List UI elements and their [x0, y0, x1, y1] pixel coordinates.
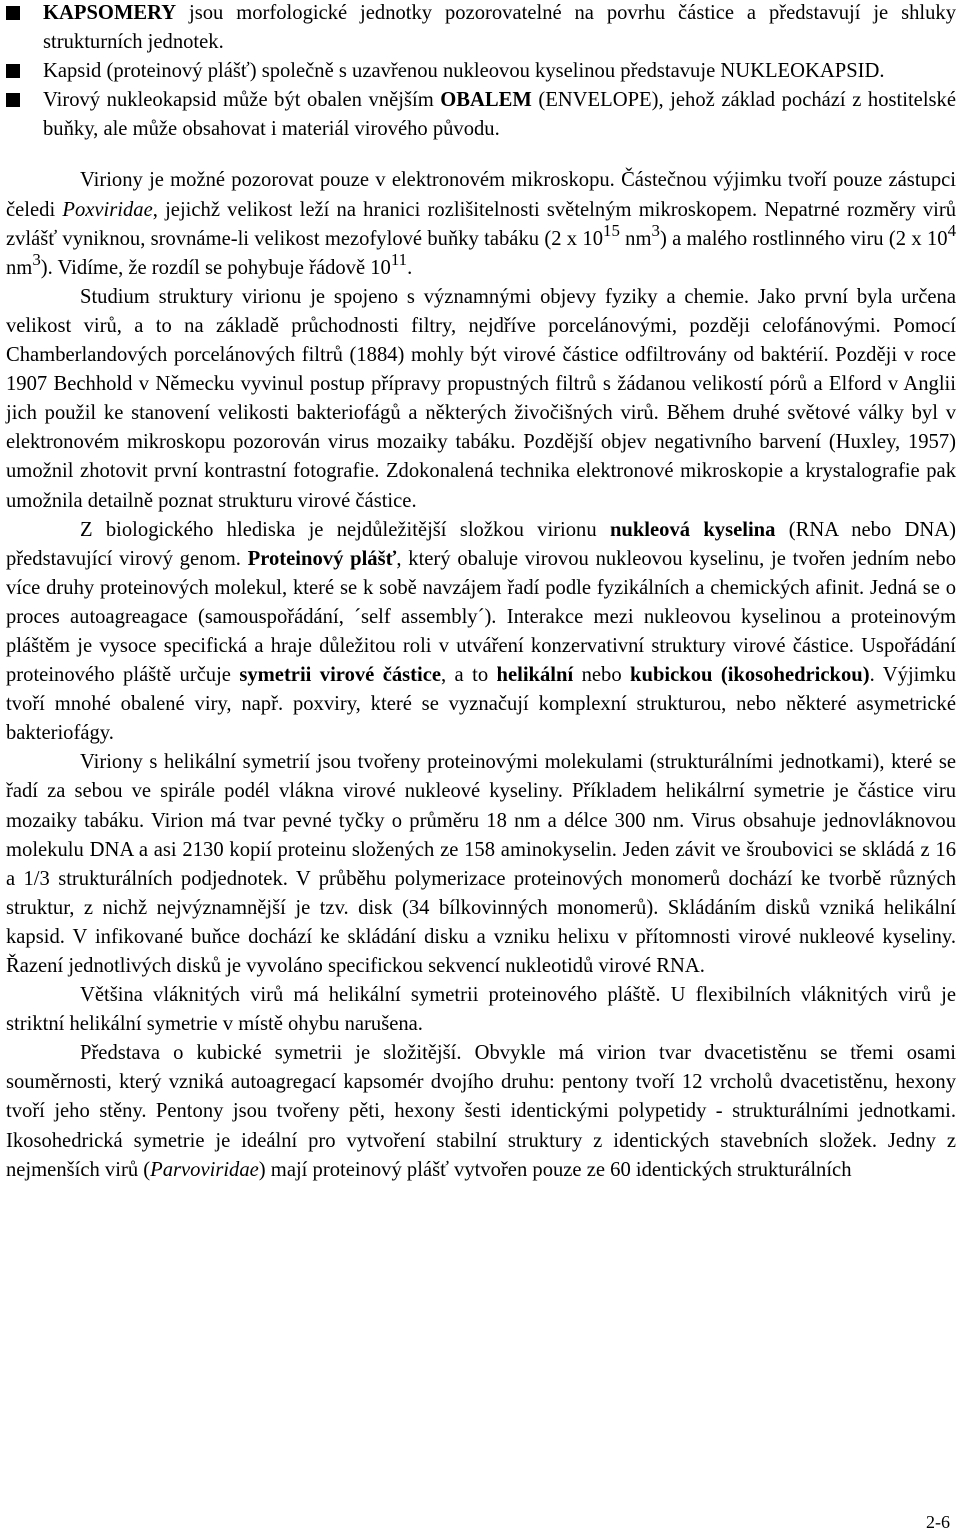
exponent: 11: [390, 250, 408, 270]
text-run: (RNA nebo DNA) představující virový genom.: [6, 518, 956, 570]
text-run: Představa o kubické symetrii je složitější. Obvykle má virion tvar dvacetistěnu se třemi osami souměrnosti, který vzniká autoagregací kapsomér dvojího druhu: pentony tvoří 12 vrcholů dvacetistěnu, hexony tvoří jeho stěny. Pentony jsou tvořeny pěti, hexony šesti identickými polypetidy - strukturálními jednotkami. Ikosohedrická symetrie je ideální pro vytvoření stabilní struktury z identických stavebních složek. Jedny z nejmenších virů (: [6, 1042, 956, 1181]
text-run: , a to: [441, 664, 497, 687]
text-run: ). Vidíme, že rozdíl se pohybuje řádově 10: [40, 256, 391, 279]
text-run: nebo: [573, 664, 631, 687]
document-page: [6, 0, 956, 1185]
bullet-list: [6, 0, 956, 144]
text-run: nm: [619, 227, 652, 250]
paragraph-viriony-mikroskop: [6, 166, 956, 282]
text-run: ) a malého rostlinného viru (2 x 10: [659, 227, 948, 250]
square-bullet-icon: [6, 6, 20, 20]
term-obalem: OBALEM: [440, 89, 532, 112]
exponent: 3: [32, 250, 41, 270]
bullet-item-kapsid: [6, 57, 956, 86]
page-number: 2-6: [926, 1512, 950, 1532]
square-bullet-icon: [6, 64, 20, 78]
term-helikalni: helikální: [496, 664, 574, 687]
text-run: ) mají proteinový plášť vytvořen pouze ze 60 identických strukturálních: [258, 1158, 852, 1181]
term-proteinovy-plast: Proteinový plášť: [247, 547, 397, 570]
term-symetrie: symetrii virové částice: [239, 664, 442, 687]
paragraph-biologicke-hledisko: [6, 516, 956, 749]
paragraph-vlaknite-viry: Většina vláknitých virů má helikální symetrii proteinového pláště. U flexibilních vláknitých virů je striktní helikální symetrie v místě ohybu narušena.: [6, 984, 956, 1036]
text-run: . Výjimku tvoří mnohé obalené viry, např. poxviry, které se vyznačují komplexní strukturou, nebo některé asymetrické bakteriofágy.: [6, 664, 957, 745]
text-run: , jejichž velikost leží na hranici rozlišitelnosti světelným mikroskopem. Nepatrné rozměry virů zvlášť vyniknou, srovnáme-li velikost mezofylové buňky tabáku (2 x 10: [6, 198, 957, 250]
bullet-item-kapsomery: [6, 0, 956, 57]
bullet-item-obal: [6, 86, 956, 144]
bullet-text: (ENVELOPE), jehož základ pochází z hostitelské buňky, ale může obsahovat i materiál virového původu.: [43, 89, 956, 141]
bullet-text: Virový nukleokapsid může být obalen vnějším: [43, 89, 441, 112]
text-run: Z biologického hlediska je nejdůležitější složkou virionu: [80, 518, 610, 541]
exponent: 4: [947, 220, 956, 240]
text-run: Viriony je možné pozorovat pouze v elektronovém mikroskopu. Částečnou výjimku tvoří pouze zástupci čeledi: [6, 169, 956, 221]
paragraph-kubicka-symetrie: [6, 1039, 956, 1184]
bullet-text: Kapsid (proteinový plášť) společně s uzavřenou nukleovou kyselinou představuje NUKLEOKAPSID.: [43, 60, 885, 83]
taxon-name: Parvoviridae: [150, 1158, 259, 1181]
text-run: nm: [6, 256, 33, 279]
bullet-text: jsou morfologické jednotky pozorovatelné na povrhu částice a představují je shluky strukturních jednotek.: [43, 2, 956, 54]
paragraph-studium-struktury: Studium struktury virionu je spojeno s významnými objevy fyziky a chemie. Jako první byla určena velikost virů, a to na základě průchodnosti filtry, nejdříve porcelánovými, později celofánovými. Pomocí Chamberlandových porcelánových filtrů (1884) mohly být virové částice odfiltrovány od baktérií. Později v roce 1907 Bechhold v Německu vyvinul postup přípravy propustných filtrů s žádanou velikostí pórů a Elford v Anglii jich použil ke stanovení velikosti bakteriofágů a některých živočišných virů. Během druhé světové války byl v elektronovém mikroskopu pozorován virus mozaiky tabáku. Pozdější objev negativního barvení (Huxley, 1957) umožnil zhotovit první kontrastní fotografie. Zdokonalená technika elektronové mikroskopie a krystalografie pak umožnila detailně poznat strukturu virové částice.: [6, 285, 956, 512]
text-run: .: [407, 256, 413, 279]
exponent: 15: [603, 220, 620, 240]
paragraph-helikalni-symetrie: Viriony s helikální symetrií jsou tvořeny proteinovými molekulami (strukturálními jednotkami), které se řadí za sebou ve spirále podél vlákna virové nukleové kyseliny. Příkladem helikálrní symetrie je částice viru mozaiky tabáku. Virion má tvar pevné tyčky o průměru 18 nm a délce 300 nm. Virus obsahuje jednovláknovou molekulu DNA a asi 2130 kopií proteinu složených ze 158 aminokyselin. Jeden závit ve šroubovici se skládá z 16 a 1/3 strukturálních podjednotek. V průběhu polymerizace proteinových monomerů dochází ke tvorbě různých struktur, z nichž nejvýznamnější je tzv. disk (34 bílkovinných monomerů). Skládáním disků vzniká helikální kapsid. V infikované buňce dochází ke skládání disku a vzniku helixu v přítomnosti virové nukleové kyseliny. Řazení jednotlivých disků je vyvoláno specifickou sekvencí nukleotidů virové RNA.: [6, 751, 956, 977]
text-run: , který obaluje virovou nukleovou kyselinu, je tvořen jedním nebo více druhy proteinových molekul, které se k sobě navzájem řadí podle fyzikálních a chemických afinit. Jedná se o proces autoagreagace (samouspořádání, ´self assembly´). Interakce mezi nukleovou kyselinou a proteinovým pláštěm je vysoce specifická a hraje důležitou roli v utváření konzervativní struktury virové částice. Uspořádání proteinového pláště určuje: [6, 547, 957, 687]
square-bullet-icon: [6, 93, 20, 107]
taxon-name: Poxviridae: [62, 198, 153, 221]
term-kapsomery: KAPSOMERY: [43, 2, 177, 24]
term-nukleova-kyselina: nukleová kyselina: [609, 518, 776, 541]
term-kubicka: kubickou (ikosohedrickou): [630, 664, 870, 687]
exponent: 3: [651, 220, 660, 240]
